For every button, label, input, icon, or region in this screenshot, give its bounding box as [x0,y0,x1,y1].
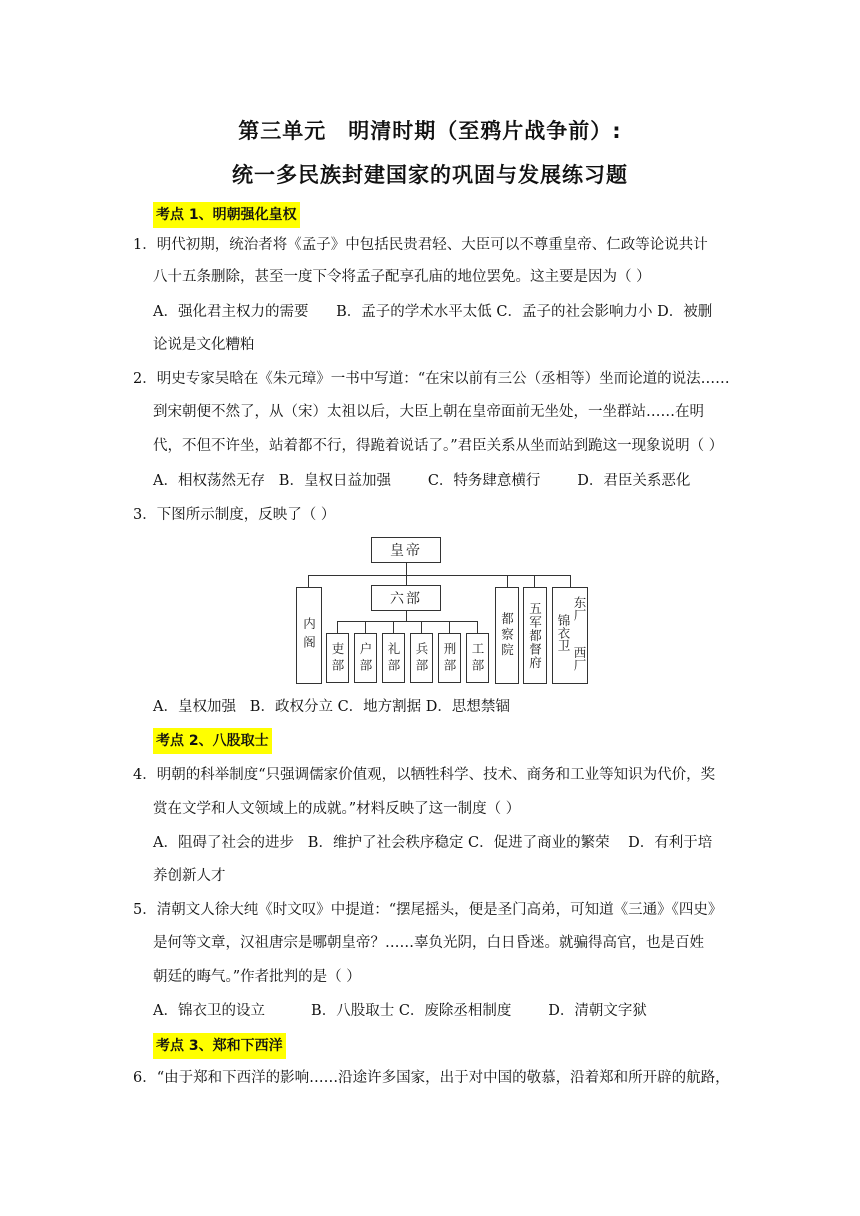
xichang-label: 西厂 [572,646,587,671]
page-title-line2: 统一多民族封建国家的巩固与发展练习题 [232,163,628,187]
question-3-line-1: 3．下图所示制度，反映了（ ） [133,507,336,523]
ministry-label: 户部 [358,641,373,675]
ministry-box-bing [410,633,433,683]
question-1-options-cont: 论说是文化糟粕 [153,337,255,353]
question-5-line-2: 是何等文章，汉祖唐宗是哪朝皇帝？……辜负光阴，白日昏迷。就骗得高官，也是百姓 [153,935,704,951]
changwei-box [552,587,588,684]
neige-box [296,587,322,684]
question-3-options: A．皇权加强 B．政权分立 C．地方割据 D．思想禁锢 [153,699,510,715]
section-heading-3: 考点 3、郑和下西洋 [153,1033,286,1059]
page-title-line1: 第三单元 明清时期（至鸦片战争前）: [238,119,622,143]
question-4-options: A．阻碍了社会的进步 B．维护了社会秩序稳定 C．促进了商业的繁荣 D．有利于培 [153,835,713,851]
ministry-box-hu [354,633,377,683]
dongchang-label: 东厂 [572,596,587,621]
wujun-label: 五军都督府 [527,601,543,670]
duchayuan-label: 都察院 [499,612,515,659]
ministry-box-xing [438,633,461,683]
question-4-options-cont: 养创新人才 [153,868,226,884]
wujun-box [523,587,547,684]
question-4-line-1: 4．明朝的科举制度“只强调儒家价值观，以牺牲科学、技术、商务和工业等知识为代价，奖 [133,767,716,783]
ministry-box-rites [382,633,405,683]
ministry-label: 吏部 [330,641,345,675]
question-5-line-1: 5．清朝文人徐大纯《时文叹》中提道：“摆尾摇头，便是圣门高弟，可知道《三通》《四史》 [133,902,723,918]
question-1-options: A．强化君主权力的需要 B．孟子的学术水平太低 C．孟子的社会影响力小 D．被删 [153,304,713,320]
ministry-box-gong [466,633,489,683]
question-5-options: A．锦衣卫的设立 B．八股取士 C．废除丞相制度 D．清朝文字狱 [153,1003,647,1019]
section-heading-1: 考点 1、明朝强化皇权 [153,202,300,228]
question-4-line-2: 赏在文学和人文领域上的成就。”材料反映了这一制度（ ） [153,801,521,817]
duchayuan-box [495,587,519,684]
section-heading-2: 考点 2、八股取士 [153,728,272,754]
ministry-label: 兵部 [414,641,429,675]
jinyiwei-label: 锦衣卫 [556,614,571,652]
six-ministries-box: 六部 [371,585,441,611]
question-1-line-2: 八十五条删除，甚至一度下令将孟子配享孔庙的地位罢免。这主要是因为（ ） [153,269,651,285]
ministry-label: 礼部 [386,641,401,675]
question-6-line-1: 6．“由于郑和下西洋的影响……沿途许多国家，出于对中国的敬慕，沿着郑和所开辟的航路， [133,1070,730,1086]
question-2-line-1: 2．明史专家吴晗在《朱元璋》一书中写道：“在宋以前有三公（丞相等）坐而论道的说法…… [133,371,730,387]
ministry-box-li [326,633,349,683]
ming-government-diagram [296,535,590,685]
neige-label: 内阁 [301,617,317,654]
question-2-line-2: 到宋朝便不然了，从（宋）太祖以后，大臣上朝在皇帝面前无坐处，一坐群站……在明 [153,404,704,420]
question-1-line-1: 1．明代初期，统治者将《孟子》中包括民贵君轻、大臣可以不尊重皇帝、仁政等论说共计 [133,237,708,253]
question-5-line-3: 朝廷的晦气。”作者批判的是（ ） [153,969,361,985]
ministry-label: 工部 [470,641,485,675]
question-2-options: A．相权荡然无存 B．皇权日益加强 C．特务肆意横行 D．君臣关系恶化 [153,473,691,489]
ministry-label: 刑部 [442,641,457,675]
emperor-box: 皇帝 [371,537,441,563]
question-2-line-3: 代，不但不许坐，站着都不行，得跪着说话了。”君臣关系从坐而站到跪这一现象说明（ ） [153,438,724,454]
